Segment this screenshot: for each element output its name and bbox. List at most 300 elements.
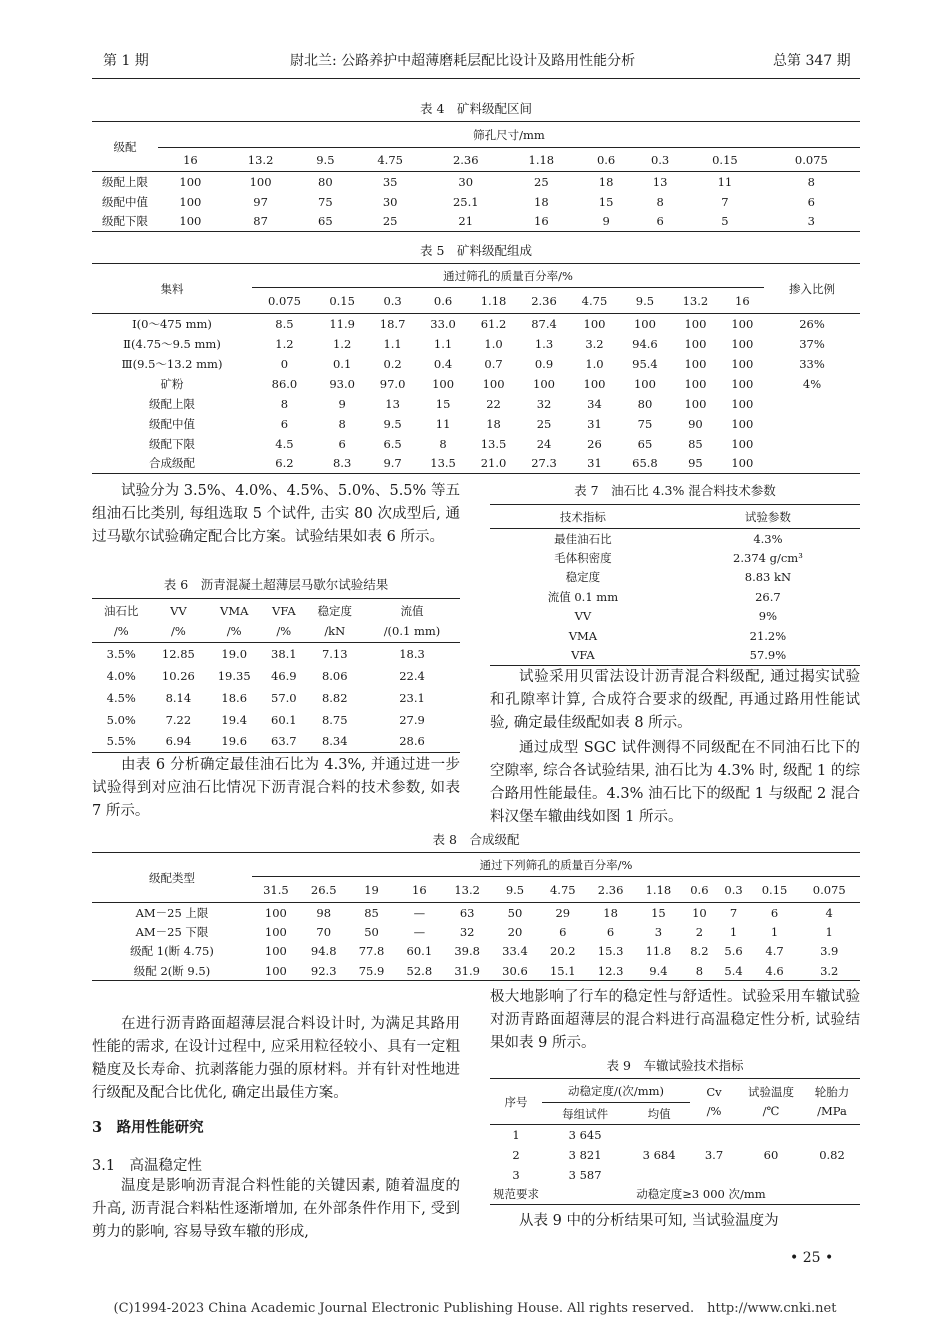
table-cell: 100 [583, 316, 606, 331]
table-cell: 6 [807, 194, 815, 209]
table-cell: 10 [692, 905, 707, 920]
table6-title: 表 6 沥青混凝土超薄层马歇尔试验结果 [163, 577, 389, 592]
table5 [92, 263, 860, 474]
table-row [92, 354, 860, 374]
row-label: AM－25 下限 [135, 924, 209, 939]
total-issue: 总第 347 期 [773, 53, 851, 69]
table-row: 1 3 645 3 684 3.7 60 0.82 [490, 1125, 860, 1145]
row-label: 矿粉 [160, 376, 184, 391]
column-head-unit: /% [170, 623, 186, 638]
sieve-size-head: 0.075 [252, 288, 317, 314]
table-cell: 6 [606, 924, 615, 939]
table-cell: 8 [280, 396, 289, 411]
table-cell: 1 [729, 924, 738, 939]
table-cell: 7.22 [165, 712, 192, 727]
table-row [92, 731, 460, 753]
column-head: 技术指标 [490, 505, 676, 529]
table-row [92, 374, 860, 394]
table-cell: 100 [633, 376, 656, 391]
table-cell: 1.0 [484, 336, 503, 351]
table-cell: 100 [583, 376, 606, 391]
table-cell: 13.5 [418, 454, 468, 474]
table-cell: 87 [223, 212, 299, 232]
sieve-size-head: 16 [158, 148, 223, 172]
table-cell: 32 [536, 396, 552, 411]
table-cell: 2 [695, 924, 704, 939]
table-cell: 80 [637, 396, 653, 411]
table-cell: 86.0 [271, 376, 298, 391]
row-label: 级配 2(断 9.5) [92, 961, 252, 981]
table-cell: 12.85 [161, 646, 195, 661]
table-cell: 8.34 [306, 731, 364, 753]
sieve-size-head: 0.3 [716, 877, 750, 903]
table-cell: 11 [717, 174, 733, 189]
table-row [490, 529, 860, 549]
table-cell: 6.94 [150, 731, 206, 753]
table-row [490, 646, 860, 666]
table9-temp-value: 60 [763, 1147, 779, 1162]
sieve-size-head: 0.075 [763, 148, 860, 172]
table-cell: 3 [654, 924, 663, 939]
table-cell: 24 [536, 436, 552, 451]
table-cell: 25 [534, 174, 549, 189]
column-head-label: 流值 [400, 603, 424, 618]
table-cell: 35 [382, 174, 398, 189]
table-row [92, 212, 860, 232]
sieve-size-head: 19 [348, 877, 396, 903]
table-row [92, 334, 860, 354]
table-cell: 9.5 [383, 416, 402, 431]
sieve-size-head: 26.5 [300, 877, 348, 903]
table-cell: 8 [338, 416, 346, 431]
table-cell: 13 [385, 396, 400, 411]
table-cell: 33.4 [502, 944, 528, 959]
table-row [92, 454, 860, 474]
sieve-size-head: 31.5 [252, 877, 300, 903]
table-cell: 20.2 [549, 944, 576, 959]
table-cell: 19.6 [206, 731, 262, 753]
table-cell: 60.1 [271, 712, 297, 727]
table-cell: 97 [253, 194, 268, 209]
sieve-size-head: 4.75 [539, 877, 587, 903]
table-cell: 1.1 [383, 336, 402, 351]
table-cell: 63 [459, 905, 475, 920]
table9-mean-head: 均值 [628, 1103, 690, 1125]
table-row [92, 434, 860, 454]
paragraph-optimal-ratio: 由表 6 分析确定最佳油石比为 4.3%, 并通过进一步试验得到对应油石比情况下沥青混合料的技术参数, 如表 7 所示。 [92, 757, 460, 819]
sieve-size-head: 13.2 [223, 148, 299, 172]
table-cell: 63.7 [262, 731, 305, 753]
table-cell: 93.0 [329, 376, 355, 391]
table-cell: 8.06 [321, 668, 348, 683]
table-cell: 28.6 [364, 731, 460, 753]
table-cell: 100 [264, 924, 287, 939]
table-cell: 毛体积密度 [554, 550, 612, 565]
table-cell: 18.3 [399, 646, 425, 661]
table-cell: 100 [684, 396, 707, 411]
table-cell: 100 [264, 905, 287, 920]
ratio-cell [764, 394, 860, 414]
sieve-size-head: 16 [721, 288, 764, 314]
table-cell: 100 [684, 316, 707, 331]
table-cell: 38.1 [271, 646, 297, 661]
table4-title: 表 4 矿料级配区间 [420, 101, 532, 116]
table-cell: 26.7 [755, 589, 781, 604]
table-cell: 9 [338, 396, 346, 411]
table-cell: 27.9 [399, 712, 425, 727]
table-cell: 19.0 [221, 646, 248, 661]
table-cell: 65 [298, 212, 352, 232]
table-cell: 100 [684, 376, 707, 391]
table-cell: 100 [731, 316, 754, 331]
table-cell: 26 [587, 436, 602, 451]
sieve-size-head: 4.75 [352, 148, 428, 172]
table-cell: 100 [179, 174, 202, 189]
table-cell: 6 [770, 905, 779, 920]
ratio-cell: 33% [799, 356, 825, 371]
table-cell: 0.1 [332, 356, 352, 371]
table-cell: 20 [507, 924, 523, 939]
paragraph-temperature: 温度是影响沥青混合料性能的关键因素, 随着温度的升高, 沥青混合料粘性逐渐增加, 在外部条件作用下, 受到剪力的影响, 容易导致车辙的形成, [92, 1178, 460, 1240]
table-cell: 29 [555, 905, 571, 920]
table-cell: 7 [729, 905, 738, 920]
table-cell: 90 [688, 416, 703, 431]
table9 [490, 1078, 860, 1205]
table-cell: 11.8 [645, 944, 672, 959]
column-head-label: VMA [220, 603, 249, 618]
table-cell: 100 [731, 376, 754, 391]
table-cell: 4 [825, 905, 833, 920]
table-cell: 100 [482, 376, 505, 391]
column-head [92, 599, 150, 643]
table-cell: 18 [598, 174, 614, 189]
table-row [92, 172, 860, 192]
table-cell: 6.5 [383, 436, 402, 451]
table-cell: 21.2% [749, 628, 787, 643]
ratio-cell [764, 434, 860, 454]
table-cell: 100 [179, 194, 202, 209]
sieve-size-head: 9.5 [491, 877, 539, 903]
table-cell: 97.0 [379, 376, 406, 391]
table9-load-head: 轮胎力 /MPa [804, 1079, 860, 1125]
table-cell: 3.2 [585, 336, 604, 351]
table-cell: 8 [682, 961, 716, 981]
sieve-size-head: 0.6 [682, 877, 716, 903]
table-cell: 100 [731, 416, 754, 431]
table-cell: 9.4 [635, 961, 683, 981]
table-row [92, 414, 860, 434]
paragraph-bailey-method: 试验采用贝雷法设计沥青混合料级配, 通过揭实试验和孔隙率计算, 合成符合要求的级配, 再通过路用性能试验, 确定最佳级配如表 8 所示。 [490, 669, 860, 731]
sieve-size-head: 2.36 [519, 288, 569, 314]
table-cell: 16 [504, 212, 580, 232]
table-cell: 3.2 [798, 961, 860, 981]
section-heading-3: 3 路用性能研究 [92, 1119, 204, 1136]
table-cell: 3 [763, 212, 860, 232]
table-cell: 75 [318, 194, 333, 209]
table-cell: 21.0 [468, 454, 518, 474]
column-head [150, 599, 206, 643]
sieve-size-head: 13.2 [670, 288, 720, 314]
table-cell: 9% [758, 609, 778, 624]
table6 [92, 598, 460, 753]
table-row [92, 922, 860, 942]
table-cell: 100 [249, 174, 272, 189]
sieve-size-head: 0.15 [317, 288, 367, 314]
table-cell: 5.0% [106, 712, 136, 727]
table8-title: 表 8 合成级配 [432, 832, 520, 847]
row-label: Ⅰ(0～475 mm) [132, 316, 212, 331]
table-cell: 100 [731, 396, 754, 411]
table-cell: 25 [536, 416, 552, 431]
table-cell: 6 [338, 436, 346, 451]
ratio-cell [764, 414, 860, 434]
table8-group-head: 通过下列筛孔的质量百分率/% [252, 853, 860, 877]
table-cell: 9.7 [367, 454, 417, 474]
table-cell: 87.4 [531, 316, 557, 331]
table-row [92, 394, 860, 414]
table-cell: 19.4 [221, 712, 248, 727]
table-cell: 94.6 [632, 336, 658, 351]
column-head [262, 599, 305, 643]
table-row: 3 3 587 [512, 1167, 602, 1182]
column-head-unit: /kN [324, 623, 346, 638]
table-cell: 30 [382, 194, 398, 209]
table-cell: 92.3 [300, 961, 348, 981]
table-cell: 30 [458, 174, 474, 189]
column-head [206, 599, 262, 643]
table-cell: 2.374 g/cm³ [733, 550, 803, 565]
row-label: Ⅱ(4.75～9.5 mm) [123, 336, 221, 351]
table4-row-head: 级配 [92, 122, 158, 172]
table-cell: 100 [533, 376, 555, 391]
table-cell: 3.9 [820, 944, 839, 959]
ratio-cell: 37% [799, 336, 825, 351]
table-cell: 1.0 [585, 356, 604, 371]
table-cell: 31 [587, 416, 602, 431]
table8-row-head: 级配类型 [92, 853, 252, 903]
paragraph-sgc-specimens: 通过成型 SGC 试件测得不同级配在不同油石比下的空隙率, 综合各试验结果, 油石比为 4.3% 时, 级配 1 的综合路用性能最佳。4.3% 油石比下的级配 1 与级配 2 混合料汉堡车辙曲线如图 1 所示。 [490, 740, 860, 825]
sieve-size-head: 2.36 [587, 877, 635, 903]
table-row [92, 665, 460, 687]
table-cell: 50 [507, 905, 523, 920]
sieve-size-head: 0.6 [418, 288, 468, 314]
table-cell: 8.82 [321, 690, 348, 705]
table-cell: 31.9 [443, 961, 491, 981]
table-cell: 95 [670, 454, 720, 474]
paragraph-design-principle: 在进行沥青路面超薄层混合料设计时, 为满足其路用性能的需求, 在设计过程中, 应采用粒径较小、具有一定粗糙度及长寿命、抗剥落能力强的原材料。并有针对性地进行级配及配合比优化, 确定出最佳方案。 [92, 1016, 460, 1101]
table-cell: 流值 0.1 mm [547, 589, 619, 604]
table-cell: 18.6 [221, 690, 248, 705]
table-cell: 8.5 [275, 316, 294, 331]
sieve-size-head: 9.5 [620, 288, 670, 314]
table9-no-head: 序号 [490, 1079, 542, 1125]
sieve-size-head: 0.15 [687, 148, 763, 172]
paragraph-rutting-test: 极大地影响了行车的稳定性与舒适性。试验采用车辙试验对沥青路面超薄层的混合料进行高温稳定性分析, 试验结果如表 9 所示。 [490, 989, 860, 1051]
table9-title: 表 9 车辙试验技术指标 [606, 1058, 744, 1073]
table-cell: 6.2 [252, 454, 317, 474]
table-cell: 19.35 [217, 668, 251, 683]
sieve-size-head: 1.18 [635, 877, 683, 903]
table-cell: 稳定度 [565, 570, 601, 585]
table-cell: 8 [807, 174, 815, 189]
table9-cv-value: 3.7 [704, 1147, 724, 1162]
paragraph-oil-ratio-groups: 试验分为 3.5%、4.0%、4.5%、5.0%、5.5% 等五组油石比类别, 每组选取 5 个试件, 击实 80 次成型后, 通过马歇尔试验确定配合比方案。试验结果如表 6 所示。 [92, 483, 460, 545]
table-cell: 46.9 [271, 668, 297, 683]
table4 [92, 121, 860, 232]
table-cell: 4.3% [753, 531, 783, 546]
sieve-size-head: 13.2 [443, 877, 491, 903]
table-cell: 100 [731, 336, 754, 351]
table-cell: 25 [352, 212, 428, 232]
table-cell: 1.3 [534, 336, 554, 351]
header-rule [92, 78, 860, 79]
table-cell: 8.83 kN [744, 570, 792, 585]
copyright-footer: (C)1994-2023 China Academic Journal Electronic Publishing House. All rights reserved. http://www.cnki.net [113, 1301, 837, 1316]
table-cell: 94.8 [310, 944, 337, 959]
table-cell: 1 [825, 924, 833, 939]
ratio-cell: 4% [802, 376, 822, 391]
table-cell: 23.1 [399, 690, 425, 705]
row-label: AM－25 上限 [135, 905, 209, 920]
table-cell: 18.7 [379, 316, 406, 331]
table-cell: 85 [364, 905, 379, 920]
table-cell: 18 [603, 905, 618, 920]
column-head [364, 599, 460, 643]
column-head: 试验参数 [676, 505, 860, 529]
row-label: 级配上限 [149, 396, 195, 411]
column-head-unit: /(0.1 mm) [383, 623, 441, 638]
table-cell: 100 [721, 454, 764, 474]
table-cell: 33.0 [430, 316, 456, 331]
table-cell: 9 [579, 212, 633, 232]
table-cell: 100 [264, 944, 287, 959]
table-cell: 31 [569, 454, 619, 474]
sieve-size-head: 16 [395, 877, 443, 903]
column-head-label: VFA [272, 603, 296, 618]
table-cell: 100 [684, 336, 707, 351]
table-cell: 21 [428, 212, 504, 232]
table-cell: 52.8 [395, 961, 443, 981]
ratio-cell [764, 454, 860, 474]
table9-cv-head: Cv /% [690, 1079, 738, 1125]
column-head-label: 稳定度 [317, 603, 353, 618]
column-head [306, 599, 364, 643]
table-cell: 最佳油石比 [554, 531, 612, 546]
sieve-size-head: 2.36 [428, 148, 504, 172]
table-cell: 4.5 [275, 436, 294, 451]
table-cell: 11 [435, 416, 451, 431]
table-cell: 13 [652, 174, 668, 189]
row-label: 合成级配 [92, 454, 252, 474]
column-head-label: VV [170, 603, 187, 618]
table-cell: 7 [721, 194, 729, 209]
table-cell: 6 [633, 212, 687, 232]
table-cell: 22.4 [399, 668, 425, 683]
table-cell: 75.9 [348, 961, 396, 981]
table5-group-head: 通过筛孔的质量百分率/% [252, 264, 764, 288]
table-cell: 0.7 [484, 356, 503, 371]
table5-ratio-head: 掺入比例 [764, 264, 860, 314]
table-cell: 80 [318, 174, 333, 189]
table-cell: 25.1 [452, 194, 479, 209]
table-cell: 3.5% [106, 646, 136, 661]
table-cell: — [413, 924, 426, 939]
table-cell: 6 [559, 924, 567, 939]
table-cell: 15.1 [539, 961, 587, 981]
table-cell: 0.4 [433, 356, 453, 371]
table-cell: — [413, 905, 426, 920]
table-cell: 22 [486, 396, 501, 411]
table7 [490, 504, 860, 666]
table-row [490, 548, 860, 568]
table-cell: 77.8 [358, 944, 385, 959]
row-label: 级配下限 [149, 436, 195, 451]
table-cell: 0.2 [383, 356, 402, 371]
table-cell: 60.1 [406, 944, 433, 959]
table-cell: 6 [280, 416, 289, 431]
column-head-unit: /% [113, 623, 129, 638]
section-heading-3-1: 3.1 高温稳定性 [92, 1158, 203, 1174]
table-cell: 10.26 [161, 668, 195, 683]
table9-spec-label: 规范要求 [490, 1185, 542, 1205]
table-cell: 1.2 [275, 336, 294, 351]
table-cell: 12.3 [587, 961, 635, 981]
table-cell: 100 [432, 376, 455, 391]
table-row [92, 687, 460, 709]
table-cell: 7.13 [321, 646, 348, 661]
table-cell: VMA [568, 628, 598, 643]
table-cell: 4.5% [106, 690, 136, 705]
table-cell: 0.9 [534, 356, 554, 371]
table-cell: 34 [587, 396, 602, 411]
table-cell: 4.0% [106, 668, 136, 683]
table-cell: 4.7 [765, 944, 784, 959]
row-label: Ⅲ(9.5～13.2 mm) [121, 356, 223, 371]
ratio-cell: 26% [799, 316, 825, 331]
table9-spec-value: 动稳定度≥3 000 次/mm [542, 1185, 860, 1205]
table7-title: 表 7 油石比 4.3% 混合料技术参数 [574, 483, 776, 498]
table-cell: 15 [598, 194, 614, 209]
table-cell: 100 [252, 961, 300, 981]
table9-load-value: 0.82 [819, 1147, 845, 1162]
page-number: • 25 • [790, 1250, 834, 1266]
row-label: 级配 1(断 4.75) [130, 944, 214, 959]
column-head-unit: /% [276, 623, 292, 638]
table-row [490, 607, 860, 627]
column-head-label: 油石比 [103, 603, 139, 618]
table-cell: 65.8 [620, 454, 670, 474]
table-cell: 13.5 [480, 436, 507, 451]
table9-each-head: 每组试件 [542, 1103, 628, 1125]
table-cell: 1.2 [332, 336, 352, 351]
table-cell: 32 [459, 924, 475, 939]
table8 [92, 852, 860, 981]
table-cell: 65 [637, 436, 653, 451]
table-cell: 30.6 [491, 961, 539, 981]
table-cell: 100 [633, 316, 656, 331]
table-row [92, 961, 860, 981]
table9-mean-value: 3 684 [642, 1147, 676, 1162]
table-cell: 18 [534, 194, 549, 209]
row-label: 级配中值 [149, 416, 195, 431]
table-cell: 8.14 [165, 690, 192, 705]
table-row [92, 314, 860, 334]
table9-ds-head: 动稳定度/(次/mm) [542, 1079, 690, 1103]
table-cell: 8.2 [690, 944, 709, 959]
table-row [490, 587, 860, 607]
sieve-size-head: 0.075 [798, 877, 860, 903]
table-cell: 15 [651, 905, 666, 920]
